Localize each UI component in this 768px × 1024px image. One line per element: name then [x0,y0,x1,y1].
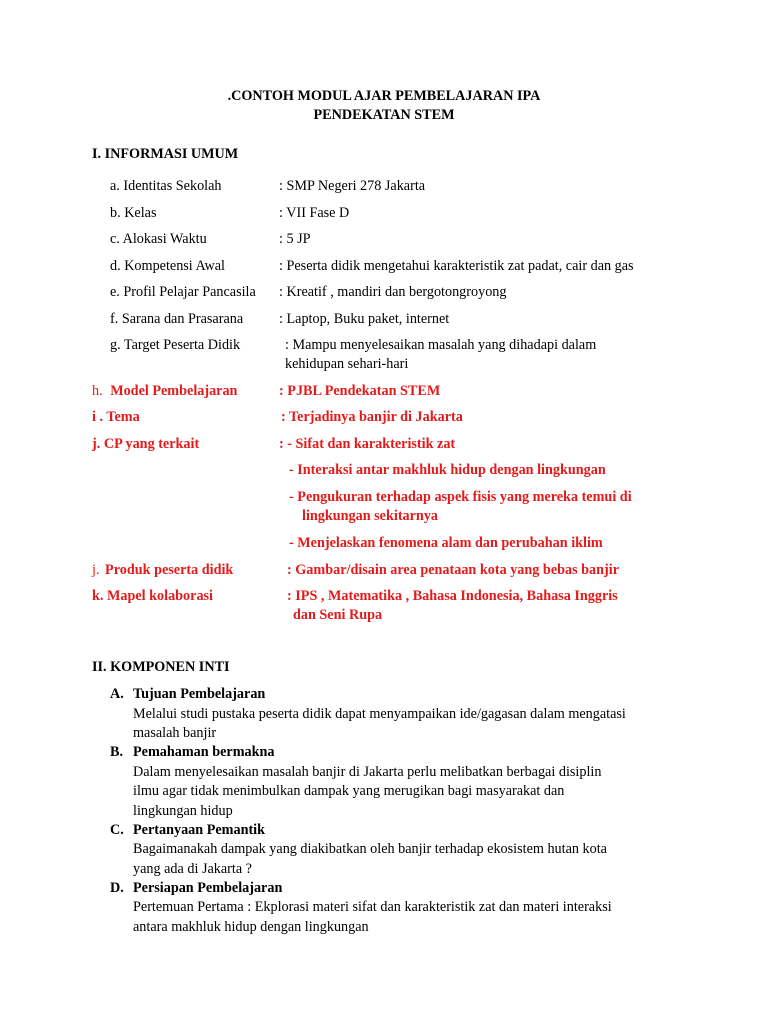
item-i-value: : Terjadinya banjir di Jakarta [281,409,463,425]
info-label-identitas: a. Identitas Sekolah [110,178,222,194]
part-d-line-2: antara makhluk hidup dengan lingkungan [133,919,369,935]
item-jprod-value: : Gambar/disain area penataan kota yang bebas banjir [287,562,620,578]
part-b-line-3: lingkungan hidup [133,803,233,819]
item-h-prefix: h. [92,383,103,399]
item-h-value: : PJBL Pendekatan STEM [279,383,441,399]
section2-heading: II. KOMPONEN INTI [92,659,230,675]
item-jcp-label: j. CP yang terkait [92,436,200,452]
info-value-alokasi: : 5 JP [279,231,311,247]
part-b-line-1: Dalam menyelesaikan masalah banjir di Jakarta perlu melibatkan berbagai disiplin [133,764,602,780]
info-label-alokasi: c. Alokasi Waktu [110,231,207,247]
part-a-line-1: Melalui studi pustaka peserta didik dapat menyampaikan ide/gagasan dalam mengatasi [133,706,626,722]
part-c-line-1: Bagaimanakah dampak yang diakibatkan oleh banjir terhadap ekosistem hutan kota [133,841,607,857]
info-value-sarana: : Laptop, Buku paket, internet [279,311,450,327]
item-k-value-cont: dan Seni Rupa [293,607,383,623]
info-value-kelas: : VII Fase D [279,205,350,221]
item-h [92,383,237,400]
item-k-label: k. Mapel kolaborasi [92,588,214,604]
part-b-line-2: ilmu agar tidak menimbulkan dampak yang merugikan bagi masyarakat dan [133,783,565,799]
part-a-title: Tujuan Pembelajaran [133,686,266,702]
info-label-kompetensi: d. Kompetensi Awal [110,258,225,274]
item-jprod [92,562,233,579]
cp-line-1: - Interaksi antar makhluk hidup dengan lingkungan [289,462,606,478]
info-label-kelas: b. Kelas [110,205,157,221]
item-i-label: i . Tema [92,409,140,425]
info-value-identitas: : SMP Negeri 278 Jakarta [279,178,426,194]
info-label-target: g. Target Peserta Didik [110,337,241,353]
part-b-title: Pemahaman bermakna [133,744,275,760]
info-value-kompetensi: : Peserta didik mengetahui karakteristik zat padat, cair dan gas [279,258,634,274]
item-jprod-prefix: j. [92,562,100,578]
info-value-target-cont: kehidupan sehari-hari [285,356,409,372]
info-value-profil: : Kreatif , mandiri dan bergotongroyong [279,284,507,300]
cp-line-2-cont: lingkungan sekitarnya [302,508,439,524]
part-d-letter: D. [110,880,124,896]
document-title-line1: .CONTOH MODUL AJAR PEMBELAJARAN IPA [227,88,541,104]
cp-line-2: - Pengukuran terhadap aspek fisis yang mereka temui di [289,489,632,505]
section1-heading: I. INFORMASI UMUM [92,146,239,162]
document-title-line2: PENDEKATAN STEM [313,107,455,123]
part-a-letter: A. [110,686,124,702]
info-value-target: : Mampu menyelesaikan masalah yang dihadapi dalam [285,337,597,353]
part-b-letter: B. [110,744,124,760]
item-h-label: Model Pembelajaran [110,383,238,399]
part-c-line-2: yang ada di Jakarta ? [133,861,252,877]
info-label-profil: e. Profil Pelajar Pancasila [110,284,256,300]
part-d-title: Persiapan Pembelajaran [133,880,283,896]
part-c-title: Pertanyaan Pemantik [133,822,266,838]
part-d-line-1: Pertemuan Pertama : Ekplorasi materi sifat dan karakteristik zat dan materi interaksi [133,899,612,915]
item-jprod-label: Produk peserta didik [105,562,234,578]
item-jcp-value: : - Sifat dan karakteristik zat [279,436,456,452]
item-k-value: : IPS , Matematika , Bahasa Indonesia, Bahasa Inggris [287,588,618,604]
part-c-letter: C. [110,822,124,838]
part-a-line-2: masalah banjir [133,725,217,741]
cp-line-3: - Menjelaskan fenomena alam dan perubahan iklim [289,535,603,551]
info-label-sarana: f. Sarana dan Prasarana [110,311,244,327]
